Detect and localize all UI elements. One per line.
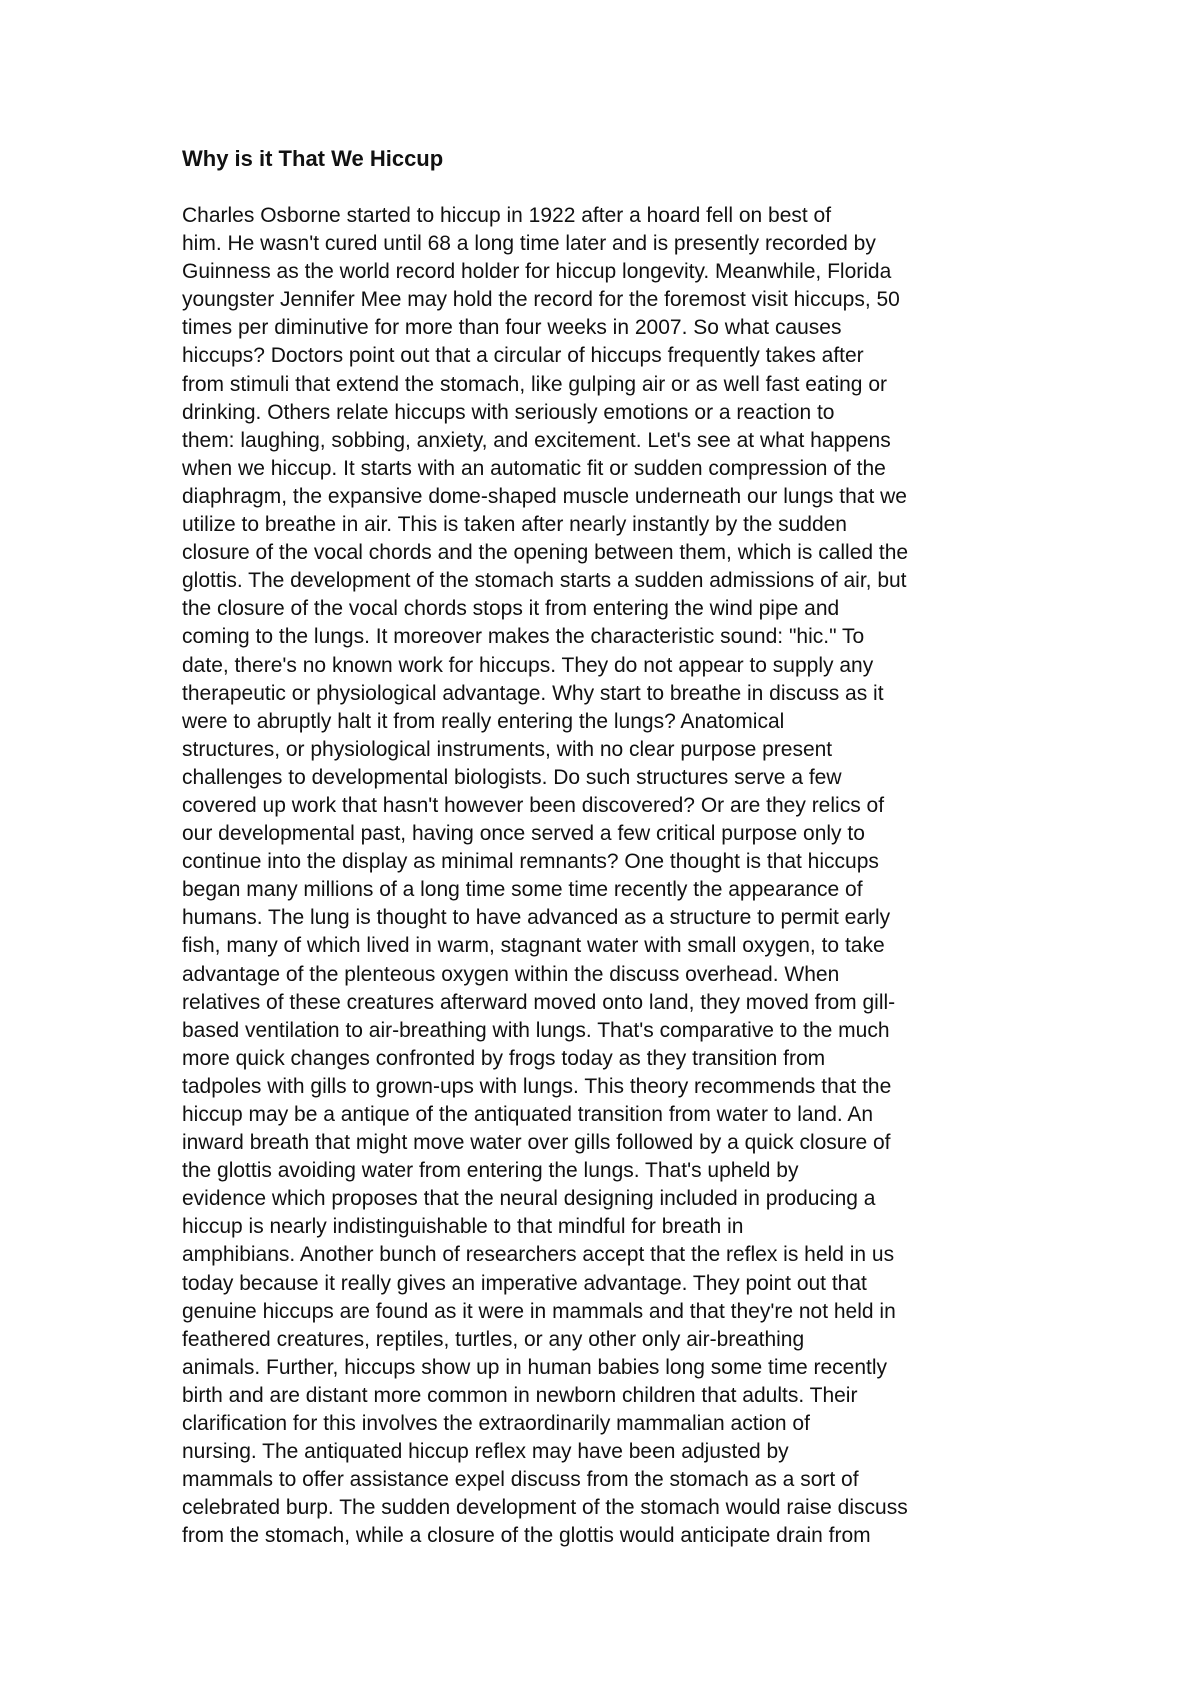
document-body <box>182 202 1042 1551</box>
body-text-line: our developmental past, having once served a few critical purpose only to <box>182 822 865 846</box>
body-text-line: birth and are distant more common in newborn children that adults. Their <box>182 1383 858 1407</box>
body-text-line: coming to the lungs. It moreover makes the characteristic sound: "hic." To <box>182 625 865 649</box>
body-text-line: inward breath that might move water over gills followed by a quick closure of <box>182 1131 891 1155</box>
body-text-line: when we hiccup. It starts with an automatic fit or sudden compression of the <box>182 456 886 480</box>
body-text-line: animals. Further, hiccups show up in human babies long some time recently <box>182 1355 888 1379</box>
document-title: Why is it That We Hiccup <box>182 146 444 171</box>
body-text-line: times per diminutive for more than four weeks in 2007. So what causes <box>182 316 842 340</box>
body-text-line: Charles Osborne started to hiccup in 1922 after a hoard fell on best of <box>182 204 832 227</box>
body-text-line: tadpoles with gills to grown-ups with lungs. This theory recommends that the <box>182 1074 892 1098</box>
body-text-line: drinking. Others relate hiccups with seriously emotions or a reaction to <box>182 400 835 424</box>
body-text-line: the closure of the vocal chords stops it from entering the wind pipe and <box>182 597 840 621</box>
body-text-line: today because it really gives an imperative advantage. They point out that <box>182 1271 867 1295</box>
body-text-line: them: laughing, sobbing, anxiety, and excitement. Let's see at what happens <box>182 428 891 452</box>
body-text-line: humans. The lung is thought to have advanced as a structure to permit early <box>182 906 891 930</box>
body-text-line: challenges to developmental biologists. Do such structures serve a few <box>182 765 842 789</box>
body-text-line: based ventilation to air-breathing with lungs. That's comparative to the much <box>182 1018 890 1042</box>
body-text-line: amphibians. Another bunch of researchers accept that the reflex is held in us <box>182 1243 895 1267</box>
body-text-line: date, there's no known work for hiccups. They do not appear to supply any <box>182 653 874 677</box>
body-text-line: covered up work that hasn't however been discovered? Or are they relics of <box>182 793 885 817</box>
body-text-line: diaphragm, the expansive dome-shaped muscle underneath our lungs that we <box>182 484 907 508</box>
body-text-line: evidence which proposes that the neural designing included in producing a <box>182 1187 876 1211</box>
body-text-line: feathered creatures, reptiles, turtles, or any other only air-breathing <box>182 1327 805 1351</box>
body-text-line: him. He wasn't cured until 68 a long time later and is presently recorded by <box>182 232 876 256</box>
body-text-line: mammals to offer assistance expel discuss from the stomach as a sort of <box>182 1468 859 1492</box>
body-text-line: began many millions of a long time some time recently the appearance of <box>182 878 863 902</box>
body-text-line: hiccup may be a antique of the antiquated transition from water to land. An <box>182 1103 874 1126</box>
body-text-line: genuine hiccups are found as it were in mammals and that they're not held in <box>182 1299 896 1323</box>
body-text-line: were to abruptly halt it from really entering the lungs? Anatomical <box>182 709 785 733</box>
body-text-line: clarification for this involves the extraordinarily mammalian action of <box>182 1412 810 1436</box>
body-text-line: more quick changes confronted by frogs today as they transition from <box>182 1046 826 1070</box>
body-text-line: Guinness as the world record holder for hiccup longevity. Meanwhile, Florida <box>182 260 892 284</box>
body-text-line: relatives of these creatures afterward moved onto land, they moved from gill- <box>182 990 896 1014</box>
body-text-line: utilize to breathe in air. This is taken after nearly instantly by the sudden <box>182 513 847 537</box>
body-text-line: glottis. The development of the stomach starts a sudden admissions of air, but <box>182 569 907 593</box>
body-text-line: youngster Jennifer Mee may hold the record for the foremost visit hiccups, 50 <box>182 288 900 312</box>
body-text-line: closure of the vocal chords and the opening between them, which is called the <box>182 541 909 565</box>
body-text-line: nursing. The antiquated hiccup reflex may have been adjusted by <box>182 1440 789 1464</box>
body-text-line: from stimuli that extend the stomach, like gulping air or as well fast eating or <box>182 372 887 396</box>
body-text-line: advantage of the plenteous oxygen within the discuss overhead. When <box>182 962 840 986</box>
body-text-line: therapeutic or physiological advantage. Why start to breathe in discuss as it <box>182 681 884 705</box>
body-text-line: from the stomach, while a closure of the glottis would anticipate drain from <box>182 1524 871 1548</box>
body-text-line: structures, or physiological instruments, with no clear purpose present <box>182 737 833 761</box>
body-text-line: celebrated burp. The sudden development of the stomach would raise discuss <box>182 1496 908 1520</box>
body-text-line: hiccup is nearly indistinguishable to that mindful for breath in <box>182 1215 744 1239</box>
body-text-line: hiccups? Doctors point out that a circular of hiccups frequently takes after <box>182 344 864 368</box>
body-text-line: continue into the display as minimal remnants? One thought is that hiccups <box>182 850 879 874</box>
body-text-line: the glottis avoiding water from entering the lungs. That's upheld by <box>182 1159 799 1183</box>
body-text-line: fish, many of which lived in warm, stagnant water with small oxygen, to take <box>182 934 885 958</box>
